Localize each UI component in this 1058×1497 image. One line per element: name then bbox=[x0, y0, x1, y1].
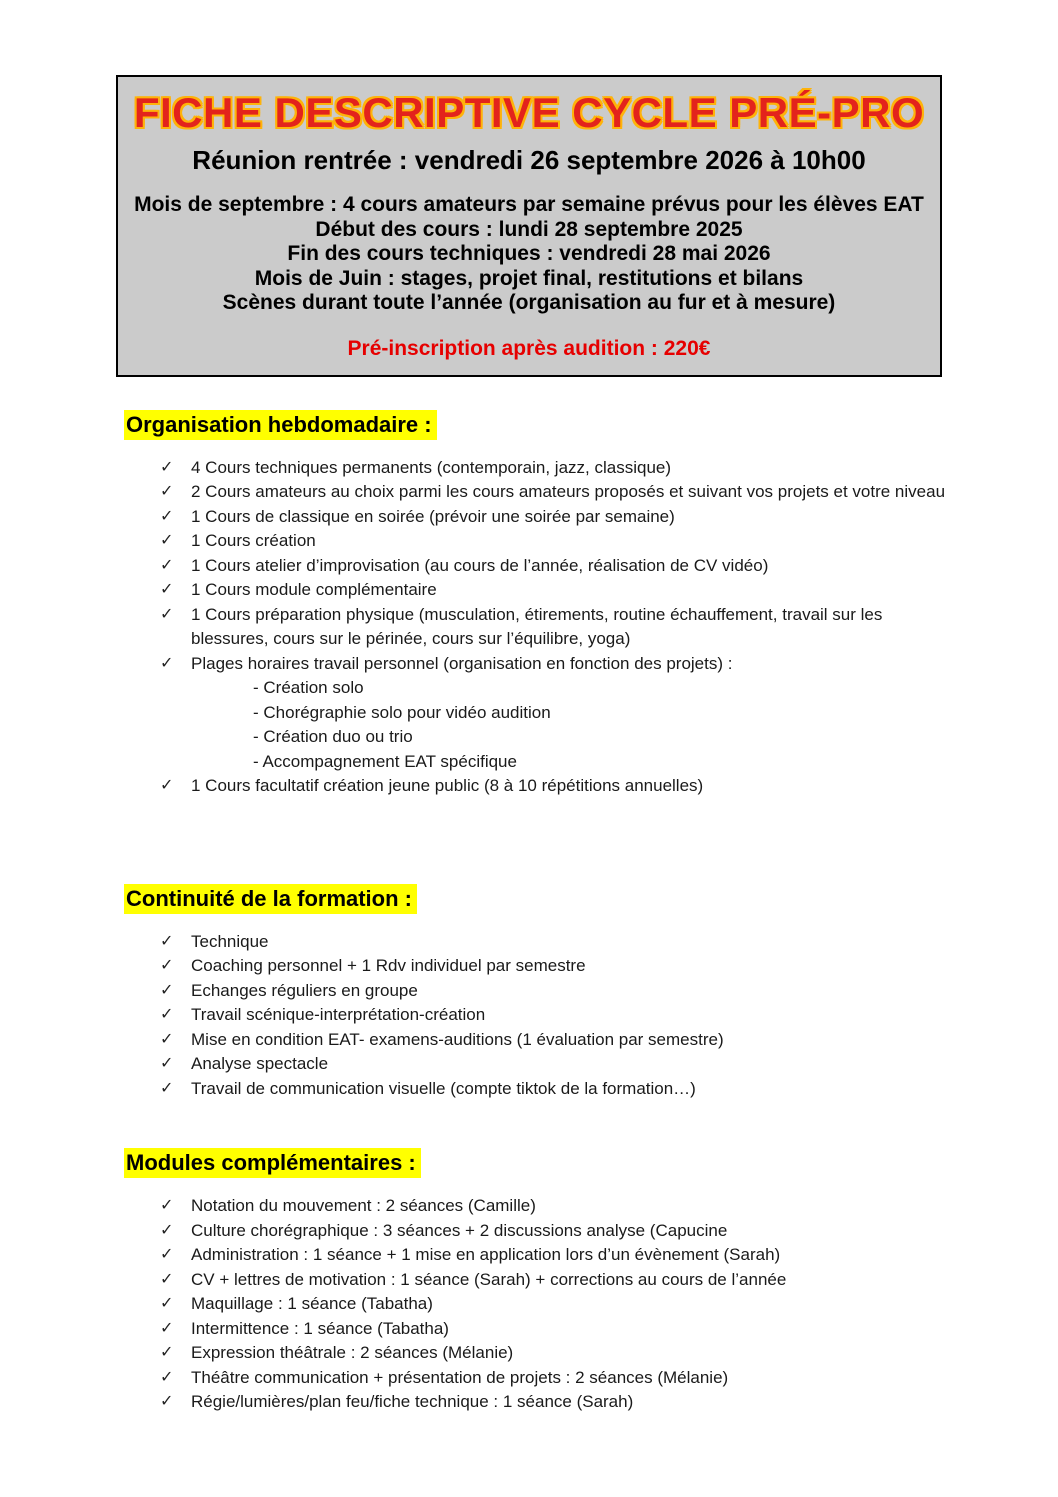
info-line: Mois de Juin : stages, projet final, restitutions et bilans bbox=[254, 266, 804, 290]
list-item bbox=[160, 456, 946, 481]
list-item bbox=[160, 554, 946, 579]
checkmark-icon: ✓ bbox=[160, 654, 174, 672]
info-lines bbox=[126, 193, 932, 316]
checkmark-icon: ✓ bbox=[160, 1393, 174, 1410]
document-section bbox=[0, 1148, 1058, 1415]
list-item-text: Culture chorégraphique : 3 séances + 2 discussions analyse (Capucine bbox=[191, 1220, 728, 1240]
price-line: Pré-inscription après audition : 220€ bbox=[347, 336, 711, 360]
list-item-text: Intermittence : 1 séance (Tabatha) bbox=[191, 1318, 449, 1338]
checkmark-icon: ✓ bbox=[160, 1270, 174, 1288]
list-item-text: Travail scénique-interprétation-création bbox=[191, 1005, 486, 1024]
list-item-text: 1 Cours de classique en soirée (prévoir une soirée par semaine) bbox=[191, 506, 675, 526]
sub-list-item: - Accompagnement EAT spécifique bbox=[253, 751, 517, 771]
list-item bbox=[160, 480, 946, 505]
checkmark-icon: ✓ bbox=[160, 1368, 174, 1386]
list-item-text: Maquillage : 1 séance (Tabatha) bbox=[191, 1294, 433, 1313]
meeting-subtitle: Réunion rentrée : vendredi 26 septembre 2026 à 10h00 bbox=[192, 145, 866, 175]
list-item-text: Régie/lumières/plan feu/fiche technique : 1 séance (Sarah) bbox=[191, 1392, 634, 1411]
list-item-text: 4 Cours techniques permanents (contemporain, jazz, classique) bbox=[191, 457, 672, 477]
checkmark-icon: ✓ bbox=[160, 1295, 174, 1312]
list-item bbox=[160, 1028, 946, 1053]
sections-container bbox=[0, 410, 1058, 1415]
check-list bbox=[0, 930, 1058, 1102]
list-item-text: 1 Cours préparation physique (musculation, étirements, routine échauffement, travail sur les blessures, cours sur le périnée, cours sur l’équilibre, yoga) bbox=[191, 604, 883, 648]
checkmark-icon: ✓ bbox=[160, 981, 174, 999]
checkmark-icon: ✓ bbox=[160, 581, 174, 598]
sub-list-item: - Chorégraphie solo pour vidéo audition bbox=[253, 702, 551, 722]
checkmark-icon: ✓ bbox=[160, 1221, 174, 1239]
section-heading: Modules complémentaires : bbox=[124, 1148, 421, 1178]
list-item bbox=[160, 1268, 946, 1293]
checkmark-icon: ✓ bbox=[160, 458, 174, 476]
list-item bbox=[160, 979, 946, 1004]
check-list bbox=[0, 1194, 1058, 1415]
list-item-text: Mise en condition EAT- examens-auditions (1 évaluation par semestre) bbox=[191, 1029, 724, 1049]
list-item-text: Echanges réguliers en groupe bbox=[191, 980, 418, 1000]
checkmark-icon: ✓ bbox=[160, 605, 174, 623]
checkmark-icon: ✓ bbox=[160, 1055, 174, 1072]
list-item bbox=[160, 505, 946, 530]
document-section bbox=[0, 884, 1058, 1102]
list-item bbox=[160, 1317, 946, 1342]
list-item-text: Coaching personnel + 1 Rdv individuel par semestre bbox=[191, 956, 586, 975]
list-item-text: Expression théâtrale : 2 séances (Mélanie) bbox=[191, 1343, 514, 1362]
document-section bbox=[0, 410, 1058, 799]
section-heading: Continuité de la formation : bbox=[124, 884, 417, 914]
info-line: Début des cours : lundi 28 septembre 2025 bbox=[315, 217, 743, 241]
list-item bbox=[160, 1219, 946, 1244]
section-heading: Organisation hebdomadaire : bbox=[124, 410, 437, 440]
sub-list-item: - Création duo ou trio bbox=[253, 727, 413, 746]
checkmark-icon: ✓ bbox=[160, 1079, 174, 1097]
header-box bbox=[116, 75, 942, 377]
list-item bbox=[160, 1077, 946, 1102]
list-item bbox=[160, 1052, 946, 1077]
checkmark-icon: ✓ bbox=[160, 1246, 174, 1263]
list-item bbox=[160, 1390, 946, 1415]
list-item-text: 1 Cours facultatif création jeune public (8 à 10 répétitions annuelles) bbox=[191, 776, 704, 795]
list-item bbox=[160, 529, 946, 554]
list-item-text: 1 Cours module complémentaire bbox=[191, 580, 437, 599]
list-item bbox=[160, 1366, 946, 1391]
list-item bbox=[160, 1341, 946, 1366]
list-item-text: 1 Cours création bbox=[191, 531, 316, 550]
checkmark-icon: ✓ bbox=[160, 777, 174, 794]
list-item bbox=[160, 1194, 946, 1219]
list-item-text: 1 Cours atelier d’improvisation (au cours de l’année, réalisation de CV vidéo) bbox=[191, 555, 769, 575]
checkmark-icon: ✓ bbox=[160, 1344, 174, 1361]
checkmark-icon: ✓ bbox=[160, 957, 174, 974]
list-item-text: CV + lettres de motivation : 1 séance (Sarah) + corrections au cours de l’année bbox=[191, 1269, 787, 1289]
checkmark-icon: ✓ bbox=[160, 1030, 174, 1048]
list-item-text: 2 Cours amateurs au choix parmi les cours amateurs proposés et suivant vos projets et votre niveau bbox=[191, 482, 946, 501]
list-item-text: Travail de communication visuelle (compte tiktok de la formation…) bbox=[191, 1078, 696, 1098]
list-item-text: Analyse spectacle bbox=[191, 1054, 329, 1073]
checkmark-icon: ✓ bbox=[160, 532, 174, 549]
list-item bbox=[160, 603, 946, 652]
checkmark-icon: ✓ bbox=[160, 932, 174, 950]
check-list bbox=[0, 456, 1058, 799]
list-item-text: Notation du mouvement : 2 séances (Camille) bbox=[191, 1196, 536, 1215]
list-item-text: Plages horaires travail personnel (organisation en fonction des projets) : bbox=[191, 653, 733, 673]
info-line: Fin des cours techniques : vendredi 28 mai 2026 bbox=[287, 242, 771, 265]
document-title: FICHE DESCRIPTIVE CYCLE PRÉ-PRO bbox=[133, 89, 925, 136]
list-item bbox=[160, 930, 946, 955]
list-item bbox=[160, 1292, 946, 1317]
sub-list-item: - Création solo bbox=[253, 678, 364, 697]
list-item bbox=[160, 578, 946, 603]
list-item bbox=[160, 1243, 946, 1268]
list-item bbox=[160, 774, 946, 799]
list-item-text: Théâtre communication + présentation de projets : 2 séances (Mélanie) bbox=[191, 1367, 729, 1387]
checkmark-icon: ✓ bbox=[160, 1197, 174, 1214]
list-item bbox=[160, 954, 946, 979]
list-item bbox=[160, 652, 946, 677]
checkmark-icon: ✓ bbox=[160, 1006, 174, 1023]
checkmark-icon: ✓ bbox=[160, 556, 174, 574]
list-item-text: Administration : 1 séance + 1 mise en application lors d’un évènement (Sarah) bbox=[191, 1245, 781, 1264]
info-line: Mois de septembre : 4 cours amateurs par semaine prévus pour les élèves EAT bbox=[134, 193, 924, 216]
checkmark-icon: ✓ bbox=[160, 1319, 174, 1337]
checkmark-icon: ✓ bbox=[160, 507, 174, 525]
list-item-text: Technique bbox=[191, 931, 269, 951]
list-item bbox=[160, 1003, 946, 1028]
info-line: Scènes durant toute l’année (organisation au fur et à mesure) bbox=[222, 291, 836, 314]
checkmark-icon: ✓ bbox=[160, 483, 174, 500]
